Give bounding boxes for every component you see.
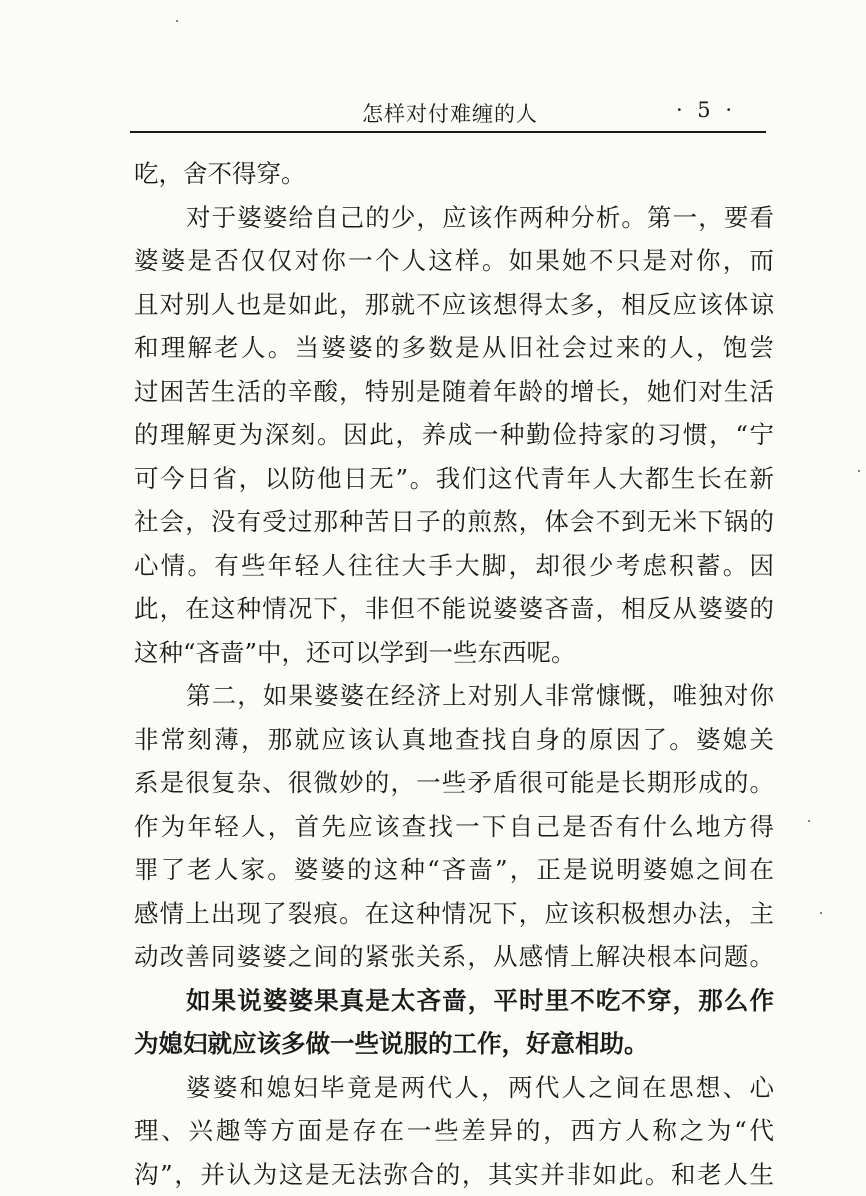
text-line: 且对别人也是如此，那就不应该想得太多，相反应该体谅: [134, 283, 774, 327]
paragraph-start-line: 第二，如果婆婆在经济上对别人非常慷慨，唯独对你: [134, 674, 774, 718]
page-body: [134, 152, 774, 1196]
scan-speck: [820, 912, 822, 914]
text-line: 吃，舍不得穿。: [134, 152, 774, 196]
text-line: 非常刻薄，那就应该认真地查找自身的原因了。婆媳关: [134, 718, 774, 762]
text-line: 作为年轻人，首先应该查找一下自己是否有什么地方得: [134, 805, 774, 849]
text-line: 的理解更为深刻。因此，养成一种勤俭持家的习惯，“宁: [134, 413, 774, 457]
bold-text-line: 为媳妇就应该多做一些说服的工作，好意相助。: [134, 1022, 774, 1066]
text-line: 这种“吝啬”中，还可以学到一些东西呢。: [134, 631, 774, 675]
text-line: 感情上出现了裂痕。在这种情况下，应该积极想办法，主: [134, 892, 774, 936]
paragraph-start-line: 对于婆婆给自己的少，应该作两种分析。第一，要看: [134, 196, 774, 240]
running-header-title: 怎样对付难缠的人: [362, 98, 538, 128]
text-line: 心情。有些年轻人往往大手大脚，却很少考虑积蓄。因: [134, 544, 774, 588]
scan-speck: [858, 470, 860, 472]
running-header: [130, 96, 766, 130]
text-line: 和理解老人。当婆婆的多数是从旧社会过来的人，饱尝: [134, 326, 774, 370]
text-line: 社会，没有受过那种苦日子的煎熬，体会不到无米下锅的: [134, 500, 774, 544]
text-line: 罪了老人家。婆婆的这种“吝啬”，正是说明婆媳之间在: [134, 848, 774, 892]
header-rule: [130, 131, 766, 133]
text-line: 婆婆是否仅仅对你一个人这样。如果她不只是对你，而: [134, 239, 774, 283]
scan-speck: [176, 20, 178, 22]
text-line: 沟”，并认为这是无法弥合的，其实并非如此。和老人生: [134, 1153, 774, 1196]
scan-speck: [808, 820, 810, 822]
text-line: 过困苦生活的辛酸，特别是随着年龄的增长，她们对生活: [134, 370, 774, 414]
paragraph-start-line: 婆婆和媳妇毕竟是两代人，两代人之间在思想、心: [134, 1066, 774, 1110]
text-line: 可今日省，以防他日无”。我们这代青年人大都生长在新: [134, 457, 774, 501]
text-line: 此，在这种情况下，非但不能说婆婆吝啬，相反从婆婆的: [134, 587, 774, 631]
text-line: 理、兴趣等方面是存在一些差异的，西方人称之为“代: [134, 1109, 774, 1153]
text-line: 系是很复杂、很微妙的，一些矛盾很可能是长期形成的。: [134, 761, 774, 805]
bold-paragraph-start-line: 如果说婆婆果真是太吝啬，平时里不吃不穿，那么作: [134, 979, 774, 1023]
text-line: 动改善同婆婆之间的紧张关系，从感情上解决根本问题。: [134, 935, 774, 979]
page-number: · 5 ·: [676, 98, 736, 122]
